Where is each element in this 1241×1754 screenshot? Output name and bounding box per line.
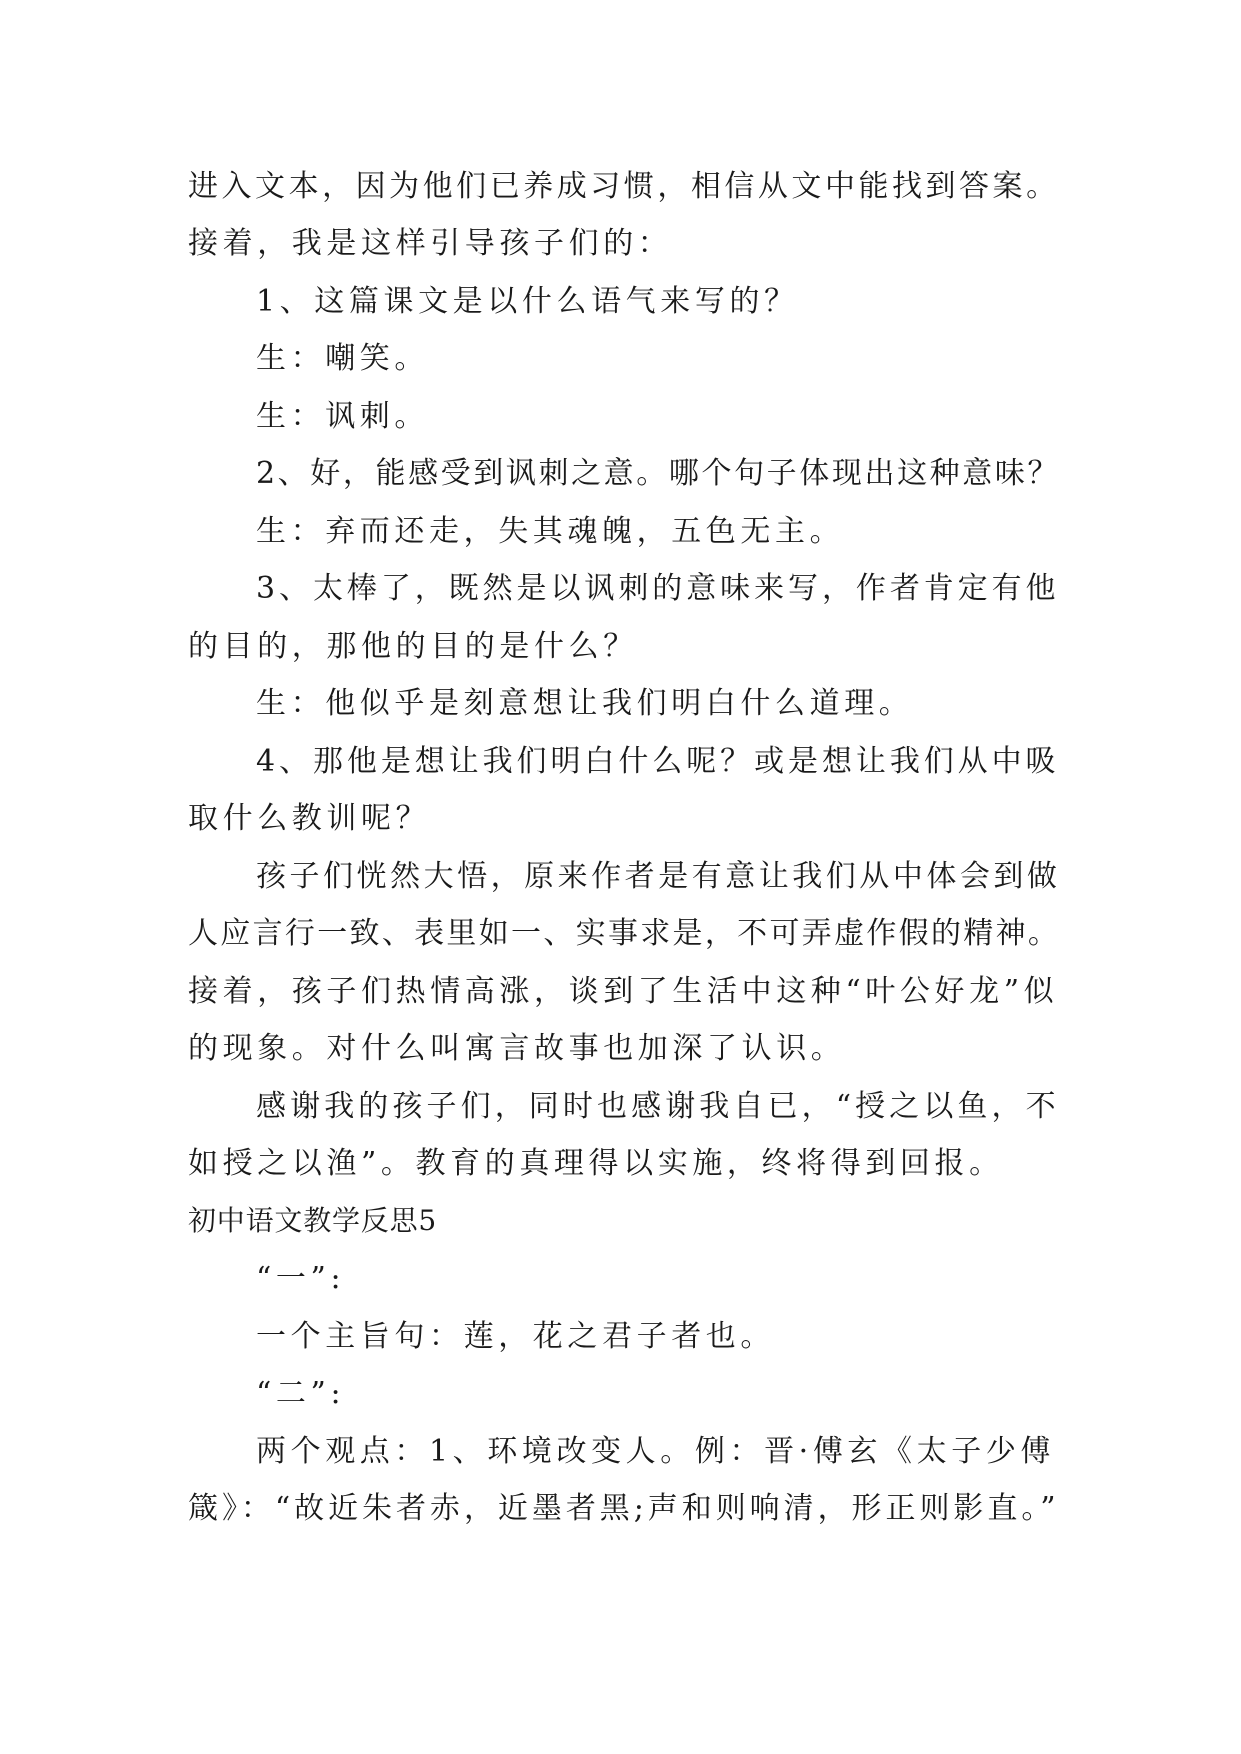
paragraph-line: 的目的，那他的目的是什么？	[188, 629, 638, 664]
paragraph-line: 感谢我的孩子们，同时也感谢我自已，“授之以鱼，不	[256, 1089, 1060, 1124]
paragraph-line: 两个观点：1、环境改变人。例：晋·傅玄《太子少傅	[256, 1434, 1056, 1469]
paragraph-line: 如授之以渔”。教育的真理得以实施，终将得到回报。	[188, 1146, 1004, 1181]
student-answer-line: 生：弃而还走，失其魂魄，五色无主。	[256, 514, 845, 549]
student-answer-line: 生：讽刺。	[256, 399, 429, 434]
paragraph-line: 一个主旨句：莲，花之君子者也。	[256, 1319, 775, 1354]
paragraph-line: 孩子们恍然大悟，原来作者是有意让我们从中体会到做	[256, 859, 1061, 894]
paragraph-line: 取什么教训呢？	[188, 801, 431, 836]
question-4-line: 4、那他是想让我们明白什么呢？或是想让我们从中吸	[256, 744, 1060, 779]
section-heading: 初中语文教学反思5	[188, 1204, 438, 1237]
paragraph-line: 接着，我是这样引导孩子们的：	[188, 226, 673, 261]
paragraph-line: 接着，孩子们热情高涨，谈到了生活中这种“叶公好龙”似	[188, 974, 1059, 1009]
subheading-line: “一”:	[256, 1261, 346, 1296]
paragraph-line: 箴》：“故近朱者赤，近墨者黑;声和则响清，形正则影直。”	[188, 1491, 1060, 1526]
question-1-line: 1、这篇课文是以什么语气来写的？	[256, 284, 799, 319]
subheading-line: “二”:	[256, 1376, 346, 1411]
question-3-line: 3、太棒了，既然是以讽刺的意味来写，作者肯定有他	[256, 571, 1060, 606]
student-answer-line: 生：他似乎是刻意想让我们明白什么道理。	[256, 686, 914, 721]
student-answer-line: 生：嘲笑。	[256, 341, 429, 376]
paragraph-line: 进入文本，因为他们已养成习惯，相信从文中能找到答案。	[188, 169, 1060, 204]
question-2-line: 2、好，能感受到讽刺之意。哪个句子体现出这种意味？	[256, 456, 1061, 491]
paragraph-line: 人应言行一致、表里如一、实事求是，不可弄虚作假的精神。	[188, 916, 1061, 951]
paragraph-line: 的现象。对什么叫寓言故事也加深了认识。	[188, 1031, 846, 1066]
